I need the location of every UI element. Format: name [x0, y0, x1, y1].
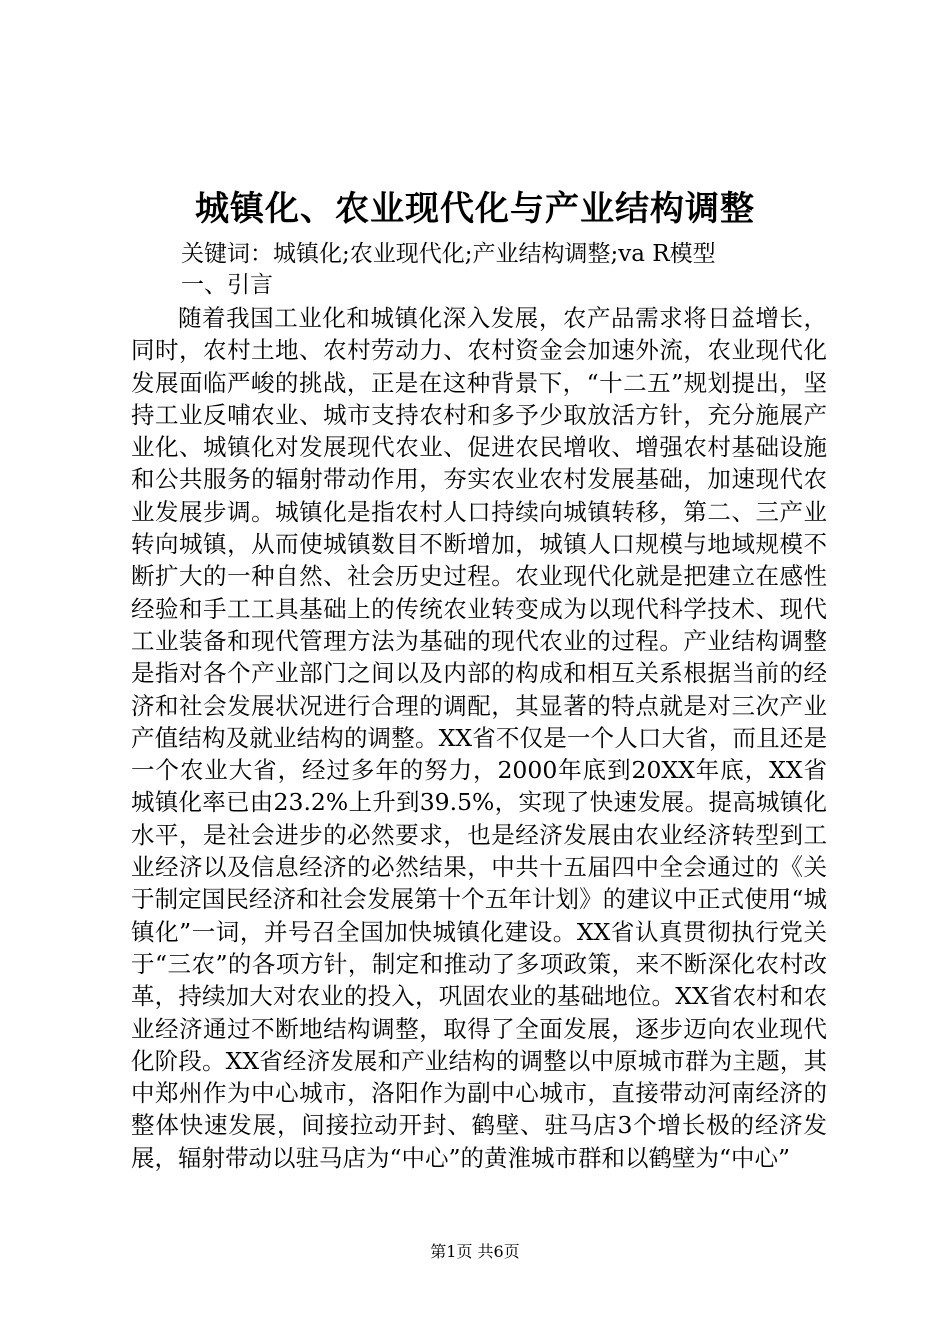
- section-heading: 一、引言: [181, 272, 273, 298]
- keywords-line: 关键词：城镇化;农业现代化;产业结构调整;va R模型: [181, 241, 716, 267]
- body-paragraph: 随着我国工业化和城镇化深入发展，农产品需求将日益增长，同时，农村土地、农村劳动力、农村资金会加速外流，农业现代化发展面临严峻的挑战，正是在这种背景下，“十二五”规划提出，坚持工业反哺农业、城市支持农村和多予少取放活方针，充分施展产业化、城镇化对发展现代农业、促进农民增收、增强农村基础设施和公共服务的辐射带动作用，夯实农业农村发展基础，加速现代农业发展步调。城镇化是指农村人口持续向城镇转移，第二、三产业转向城镇，从而使城镇数目不断增加，城镇人口规模与地域规模不断扩大的一种自然、社会历史过程。农业现代化就是把建立在感性经验和手工工具基础上的传统农业转变成为以现代科学技术、现代工业装备和现代管理方法为基础的现代农业的过程。产业结构调整是指对各个产业部门之间以及内部的构成和相互关系根据当前的经济和社会发展状况进行合理的调配，其显著的特点就是对三次产业产值结构及就业结构的调整。XX省不仅是一个人口大省，而且还是一个农业大省，经过多年的努力，2000年底到20XX年底，XX省城镇化率已由23.2%上升到39.5%，实现了快速发展。提高城镇化水平，是社会进步的必然要求，也是经济发展由农业经济转型到工业经济以及信息经济的必然结果，中共十五届四中全会通过的《关于制定国民经济和社会发展第十个五年计划》的建议中正式使用“城镇化”一词，并号召全国加快城镇化建设。XX省认真贯彻执行党关于“三农”的各项方针，制定和推动了多项政策，来不断深化农村改革，持续加大对农业的投入，巩固农业的基础地位。XX省农村和农业经济通过不断地结构调整，取得了全面发展，逐步迈向农业现代化阶段。XX省经济发展和产业结构的调整以中原城市群为主题，其中郑州作为中心城市，洛阳作为副中心城市，直接带动河南经济的整体快速发展，间接拉动开封、鹤壁、驻马店3个增长极的经济发展，辐射带动以驻马店为“中心”的黄淮城市群和以鹤壁为“中心”: [131, 304, 827, 1172]
- document-title: 城镇化、农业现代化与产业结构调整: [195, 189, 755, 229]
- page-footer: 第1页 共6页: [430, 1242, 520, 1261]
